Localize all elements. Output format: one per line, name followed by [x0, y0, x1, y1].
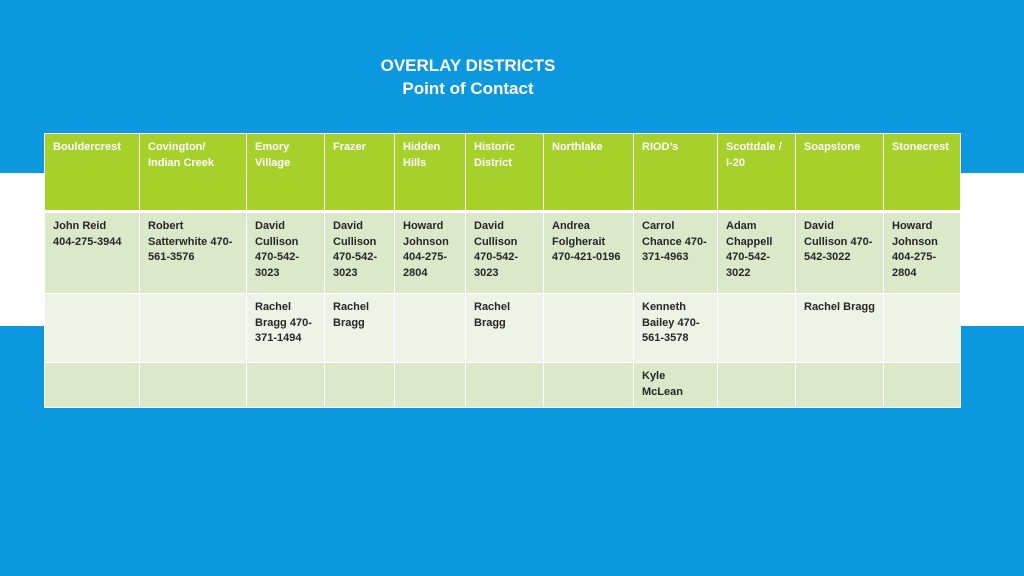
column-header: Frazer	[325, 134, 395, 212]
contacts-table	[44, 133, 961, 408]
column-header: Bouldercrest	[45, 134, 140, 212]
slide-title	[0, 54, 936, 100]
table-cell: David Cullison 470-542-3023	[466, 212, 544, 294]
table-cell	[796, 363, 884, 408]
table-cell: Rachel Bragg	[796, 294, 884, 363]
table-cell	[140, 363, 247, 408]
table-cell: David Cullison 470-542-3022	[796, 212, 884, 294]
table-cell	[395, 294, 466, 363]
column-header: Scottdale / I-20	[718, 134, 796, 212]
title-line-1: OVERLAY DISTRICTS	[380, 56, 556, 75]
table-cell: Andrea Folgherait 470-421-0196	[544, 212, 634, 294]
column-header: Emory Village	[247, 134, 325, 212]
table-row	[45, 212, 961, 294]
table-cell: Rachel Bragg 470-371-1494	[247, 294, 325, 363]
table-cell	[718, 294, 796, 363]
table-cell	[544, 294, 634, 363]
table-cell: Rachel Bragg	[466, 294, 544, 363]
table-row	[45, 363, 961, 408]
table-cell: Kenneth Bailey 470-561-3578	[634, 294, 718, 363]
table-cell: Howard Johnson 404-275-2804	[395, 212, 466, 294]
table-cell	[395, 363, 466, 408]
column-header: Soapstone	[796, 134, 884, 212]
table-cell	[544, 363, 634, 408]
column-header: Stonecrest	[884, 134, 961, 212]
header-row	[45, 134, 961, 212]
table-cell	[45, 294, 140, 363]
column-header: Historic District	[466, 134, 544, 212]
column-header: Covington/ Indian Creek	[140, 134, 247, 212]
table-cell	[718, 363, 796, 408]
table-cell	[247, 363, 325, 408]
table-cell	[884, 363, 961, 408]
table-cell: David Cullison 470-542-3023	[325, 212, 395, 294]
table-cell: Adam Chappell 470-542-3022	[718, 212, 796, 294]
table-row	[45, 294, 961, 363]
column-header: Hidden Hills	[395, 134, 466, 212]
table-cell	[140, 294, 247, 363]
title-line-2: Point of Contact	[402, 79, 534, 98]
column-header: RIOD’s	[634, 134, 718, 212]
table-cell: David Cullison 470-542-3023	[247, 212, 325, 294]
table-cell: John Reid 404-275-3944	[45, 212, 140, 294]
table-cell	[325, 363, 395, 408]
column-header: Northlake	[544, 134, 634, 212]
table-cell: Carrol Chance 470-371-4963	[634, 212, 718, 294]
table-cell: Kyle McLean	[634, 363, 718, 408]
table-cell	[884, 294, 961, 363]
table-cell	[45, 363, 140, 408]
table-cell	[466, 363, 544, 408]
table-cell: Rachel Bragg	[325, 294, 395, 363]
table-cell: Howard Johnson 404-275-2804	[884, 212, 961, 294]
table-cell: Robert Satterwhite 470-561-3576	[140, 212, 247, 294]
